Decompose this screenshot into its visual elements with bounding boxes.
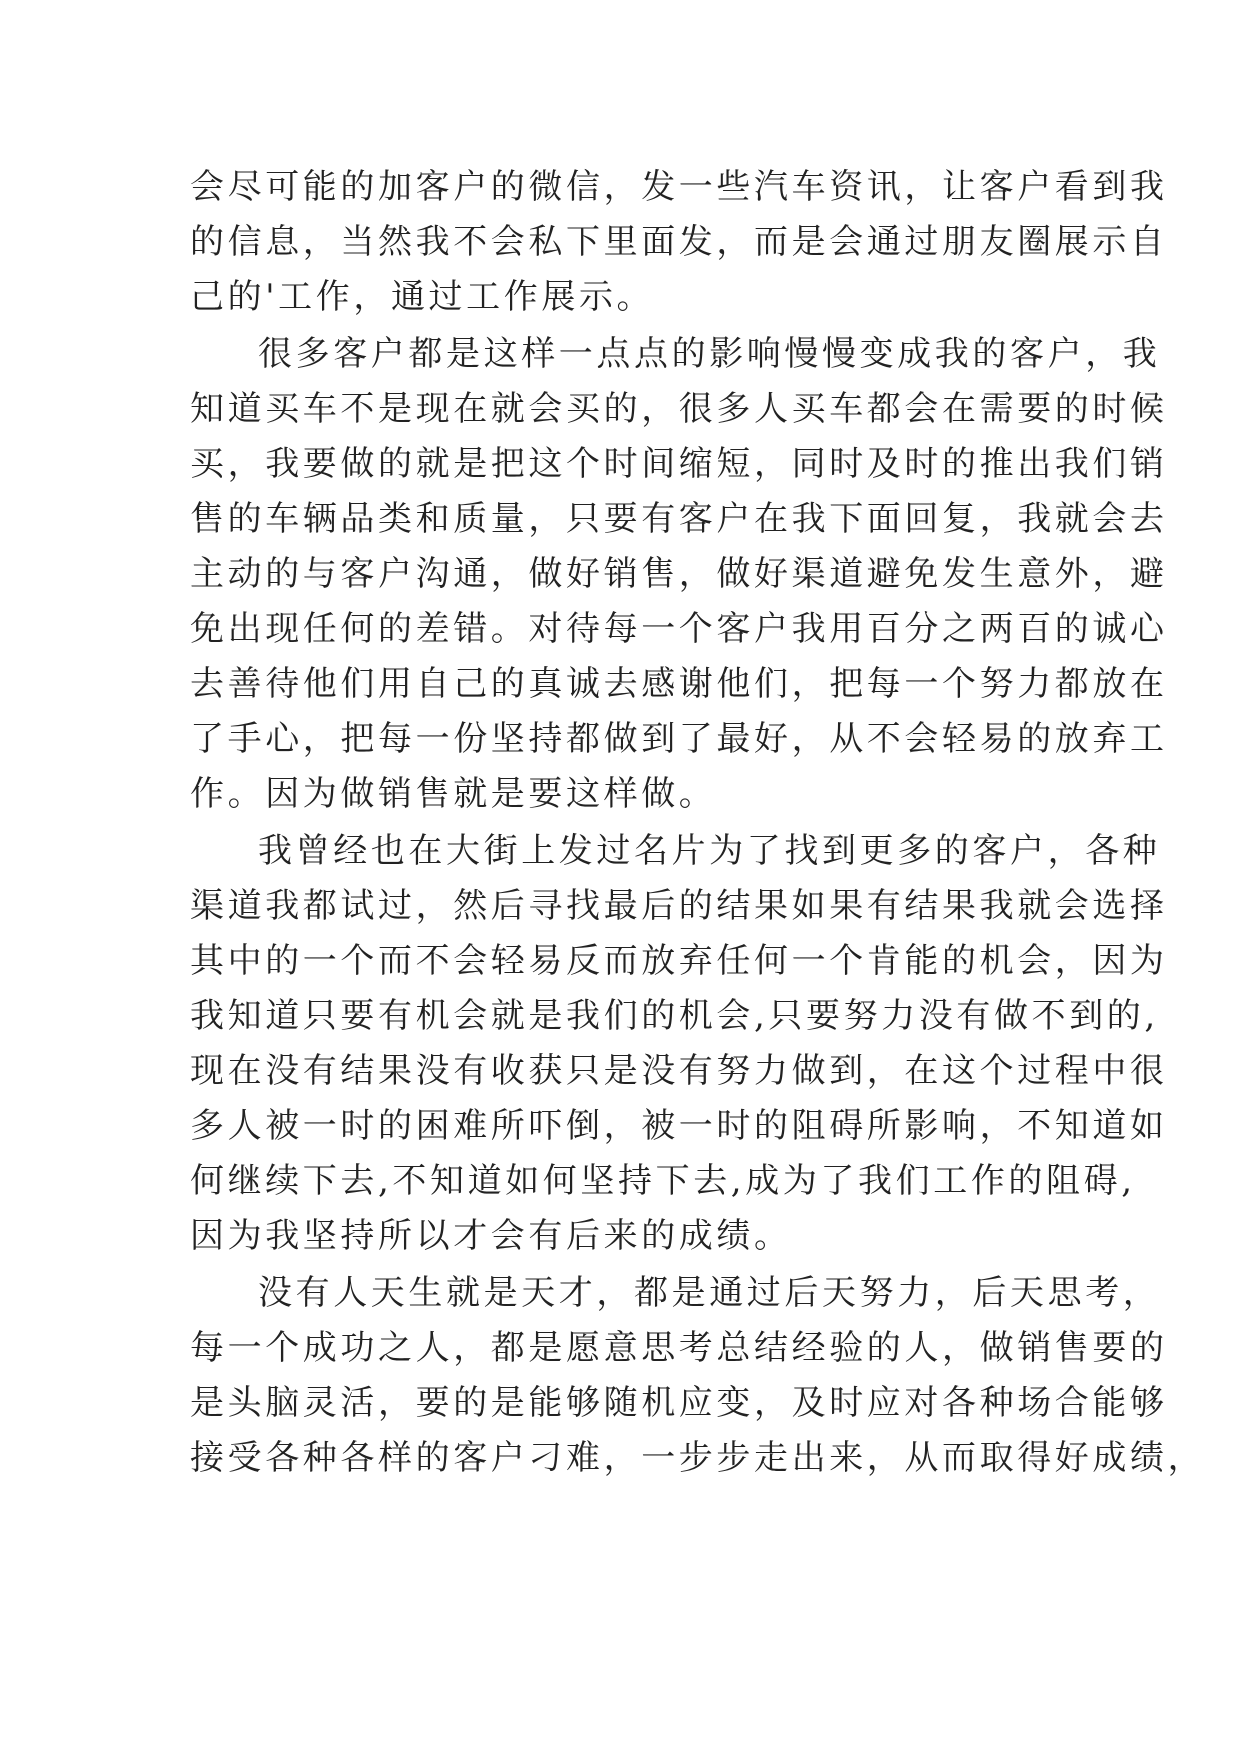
- paragraph-2: [190, 327, 1168, 822]
- text-line: 没有人天生就是天才，都是通过后天努力，后天思考，: [258, 1273, 1161, 1313]
- text-line: 何继续下去,不知道如何坚持下去,成为了我们工作的阻碍,: [190, 1161, 1136, 1201]
- text-line: 买，我要做的就是把这个时间缩短，同时及时的推出我们销: [190, 444, 1168, 484]
- text-line: 会尽可能的加客户的微信，发一些汽车资讯，让客户看到我: [190, 167, 1168, 207]
- document-body: [190, 160, 1206, 1486]
- paragraph-1: [190, 160, 1168, 325]
- text-line: 的信息，当然我不会私下里面发，而是会通过朋友圈展示自: [190, 222, 1168, 262]
- text-line: 去善待他们用自己的真诚去感谢他们，把每一个努力都放在: [190, 664, 1168, 704]
- text-line: 因为我坚持所以才会有后来的成绩。: [190, 1216, 792, 1256]
- text-line: 每一个成功之人，都是愿意思考总结经验的人，做销售要的: [190, 1328, 1168, 1368]
- text-line: 了手心，把每一份坚持都做到了最好，从不会轻易的放弃工: [190, 719, 1168, 759]
- text-line: 多人被一时的困难所吓倒，被一时的阻碍所影响，不知道如: [190, 1106, 1168, 1146]
- text-line: 其中的一个而不会轻易反而放弃任何一个肯能的机会，因为: [190, 941, 1168, 981]
- text-line: 免出现任何的差错。对待每一个客户我用百分之两百的诚心: [190, 609, 1168, 649]
- paragraph-4: [190, 1266, 1206, 1486]
- text-line: 作。因为做销售就是要这样做。: [190, 774, 717, 814]
- text-line: 知道买车不是现在就会买的，很多人买车都会在需要的时候: [190, 389, 1168, 429]
- text-line: 是头脑灵活，要的是能够随机应变，及时应对各种场合能够: [190, 1383, 1168, 1423]
- text-line: 售的车辆品类和质量，只要有客户在我下面回复，我就会去: [190, 499, 1168, 539]
- text-line: 己的'工作，通过工作展示。: [190, 277, 655, 317]
- text-line: 渠道我都试过，然后寻找最后的结果如果有结果我就会选择: [190, 886, 1168, 926]
- text-line: 主动的与客户沟通，做好销售，做好渠道避免发生意外，避: [190, 554, 1168, 594]
- text-line: 接受各种各样的客户刁难，一步步走出来，从而取得好成绩，: [190, 1438, 1206, 1478]
- text-line: 我曾经也在大街上发过名片为了找到更多的客户，各种: [258, 831, 1161, 871]
- text-line: 很多客户都是这样一点点的影响慢慢变成我的客户，我: [258, 334, 1161, 374]
- paragraph-3: [190, 824, 1168, 1264]
- text-line: 现在没有结果没有收获只是没有努力做到，在这个过程中很: [190, 1051, 1168, 1091]
- text-line: 我知道只要有机会就是我们的机会,只要努力没有做不到的,: [190, 996, 1159, 1036]
